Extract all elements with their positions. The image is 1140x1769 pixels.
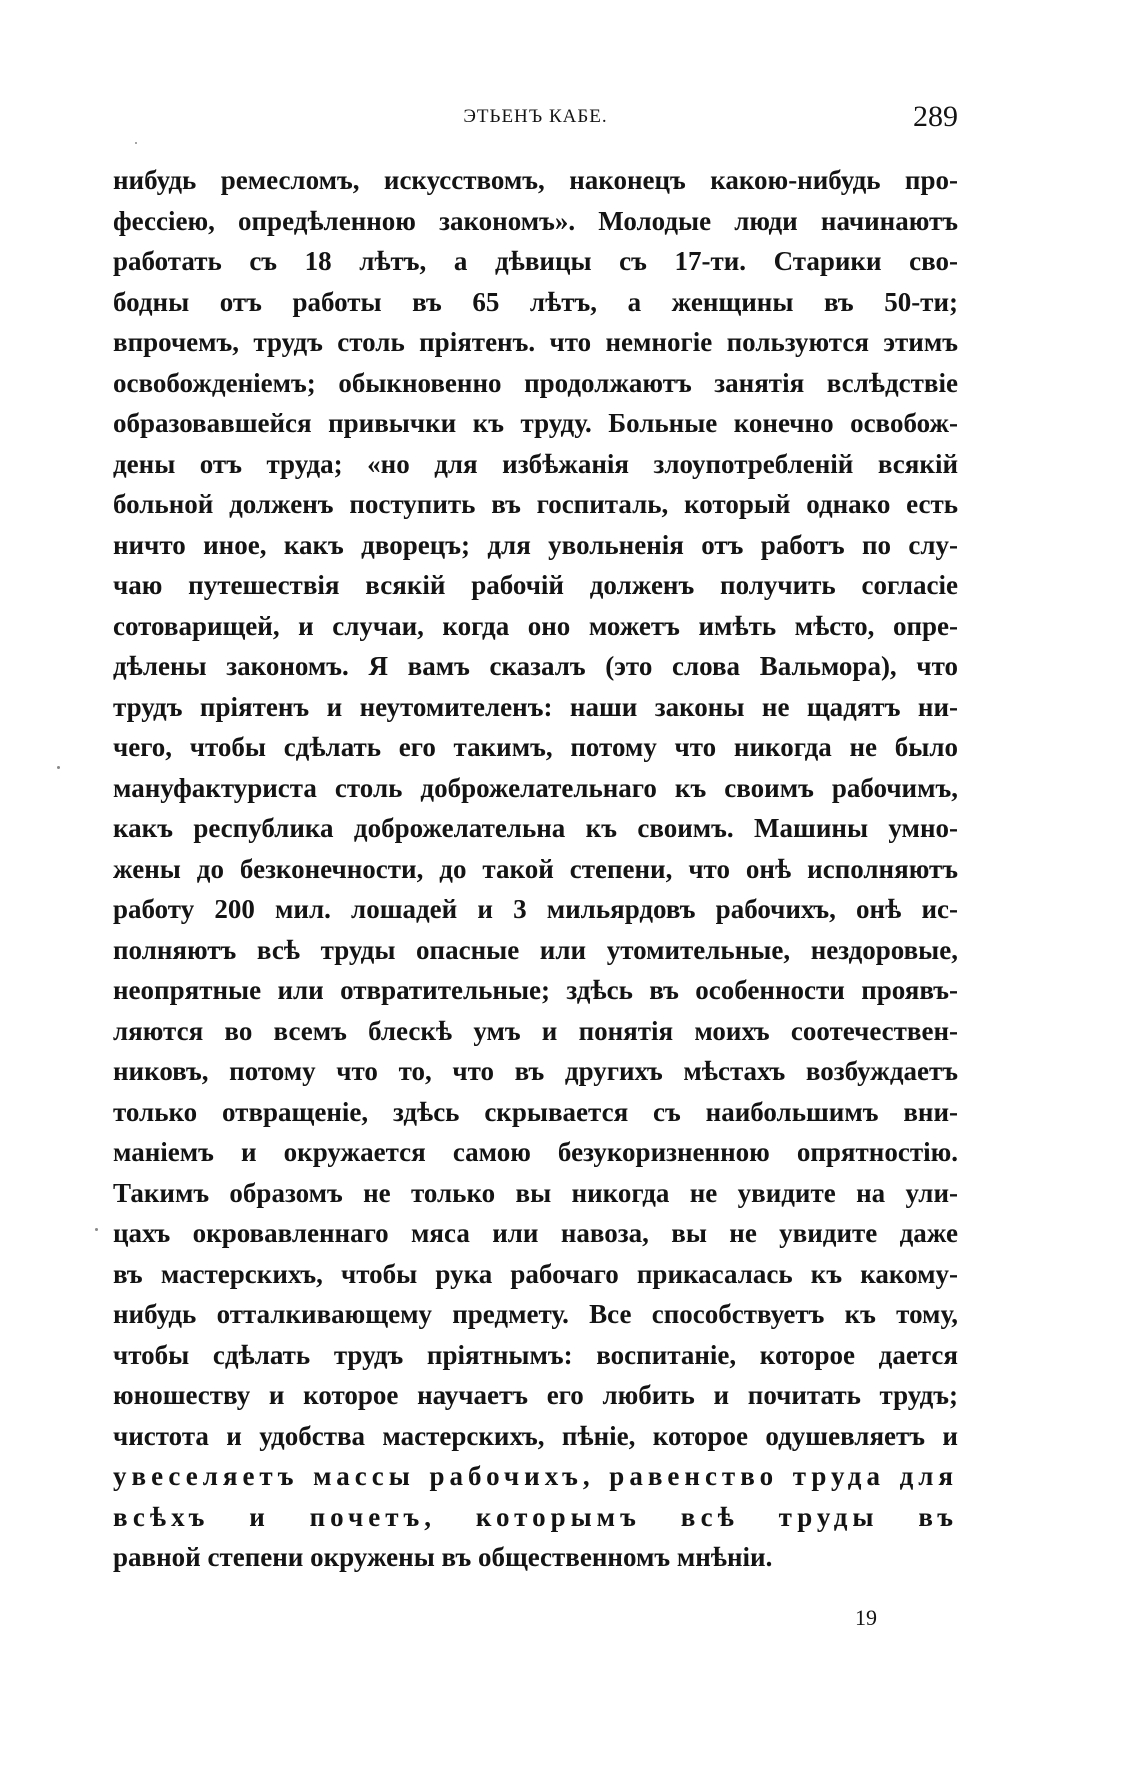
running-title: ЭТЬЕНЪ КАБЕ.	[463, 106, 608, 127]
text-line: работать съ 18 лѣтъ, а дѣвицы съ 17-ти. Старики сво-	[113, 246, 958, 276]
text-line: жены до безконечности, до такой степени, что онѣ исполняютъ	[113, 853, 958, 884]
text-line: чтобы сдѣлать трудъ прiятнымъ: воспитанiе, которое дается	[113, 1339, 958, 1370]
paper-speck	[135, 142, 137, 144]
text-line-spaced: увеселяетъ массы рабочихъ, равенство труда для	[113, 1461, 958, 1491]
text-line: неопрятные или отвратительные; здѣсь въ особенности проявъ-	[113, 975, 958, 1005]
text-line: чего, чтобы сдѣлать его такимъ, потому что никогда не было	[113, 732, 958, 762]
text-line: никовъ, потому что то, что въ другихъ мѣстахъ возбуждаетъ	[113, 1056, 958, 1086]
text-line: освобожденiемъ; обыкновенно продолжаютъ занятiя вслѣдствiе	[113, 367, 958, 398]
text-line: работу 200 мил. лошадей и 3 мильярдовъ рабочихъ, онѣ ис-	[113, 894, 958, 924]
body-text	[113, 160, 958, 1578]
text-line: нибудь ремесломъ, искусствомъ, наконецъ какою-нибудь про-	[113, 165, 958, 195]
text-line: чаю путешествiя всякiй рабочiй долженъ получить согласiе	[113, 570, 958, 600]
text-line: полняютъ всѣ труды опасные или утомительные, нездоровые,	[113, 934, 958, 965]
paper-speck	[57, 766, 60, 769]
signature-mark: 19	[855, 1605, 877, 1630]
text-line: впрочемъ, трудъ столь прiятенъ. что немногiе пользуются этимъ	[113, 327, 958, 357]
text-line: мануфактуриста столь доброжелательнаго къ своимъ рабочимъ,	[113, 772, 958, 803]
text-line: чистота и удобства мастерскихъ, пѣнiе, которое одушевляетъ и	[113, 1420, 958, 1451]
text-line: трудъ прiятенъ и неутомителенъ: наши законы не щадятъ ни-	[113, 691, 958, 722]
text-line: манiемъ и окружается самою безукоризненною опрятностiю.	[113, 1137, 958, 1167]
page-number: 289	[913, 100, 958, 133]
text-line: какъ республика доброжелательна къ своимъ. Машины умно-	[113, 813, 958, 843]
text-line-last: равной степени окружены въ общественномъ мнѣнiи.	[113, 1542, 773, 1572]
text-line: сотоварищей, и случаи, когда оно можетъ имѣть мѣсто, опре-	[113, 610, 958, 641]
text-line: фессiею, опредѣленною закономъ». Молодые люди начинаютъ	[113, 205, 958, 236]
text-line: только отвращенiе, здѣсь скрывается съ наибольшимъ вни-	[113, 1096, 958, 1127]
text-line: въ мастерскихъ, чтобы рука рабочаго прикасалась къ какому-	[113, 1258, 958, 1289]
text-line: юношеству и которое научаетъ его любить и почитать трудъ;	[113, 1380, 958, 1410]
text-line: ляются во всемъ блескѣ умъ и понятiя моихъ соотечествен-	[113, 1015, 958, 1046]
text-line: цахъ окровавленнаго мяса или навоза, вы не увидите даже	[113, 1218, 958, 1248]
text-line: образовавшейся привычки къ труду. Больные конечно освобож-	[113, 408, 958, 438]
text-line: Такимъ образомъ не только вы никогда не увидите на ули-	[113, 1177, 958, 1208]
text-line: ничто иное, какъ дворецъ; для увольненiя отъ работъ по слу-	[113, 529, 958, 560]
text-line: больной долженъ поступить въ госпиталь, который однако есть	[113, 489, 958, 519]
paper-speck	[95, 1228, 98, 1231]
text-line-spaced: всѣхъ и почетъ, которымъ всѣ труды въ	[113, 1501, 958, 1532]
text-line: бодны отъ работы въ 65 лѣтъ, а женщины въ 50-ти;	[113, 286, 958, 317]
text-line: нибудь отталкивающему предмету. Все способствуетъ къ тому,	[113, 1299, 958, 1329]
text-line: дѣлены закономъ. Я вамъ сказалъ (это слова Вальмора), что	[113, 651, 958, 681]
page-header	[113, 100, 958, 140]
text-line: дены отъ труда; «но для избѣжанiя злоупотребленiй всякiй	[113, 448, 958, 479]
